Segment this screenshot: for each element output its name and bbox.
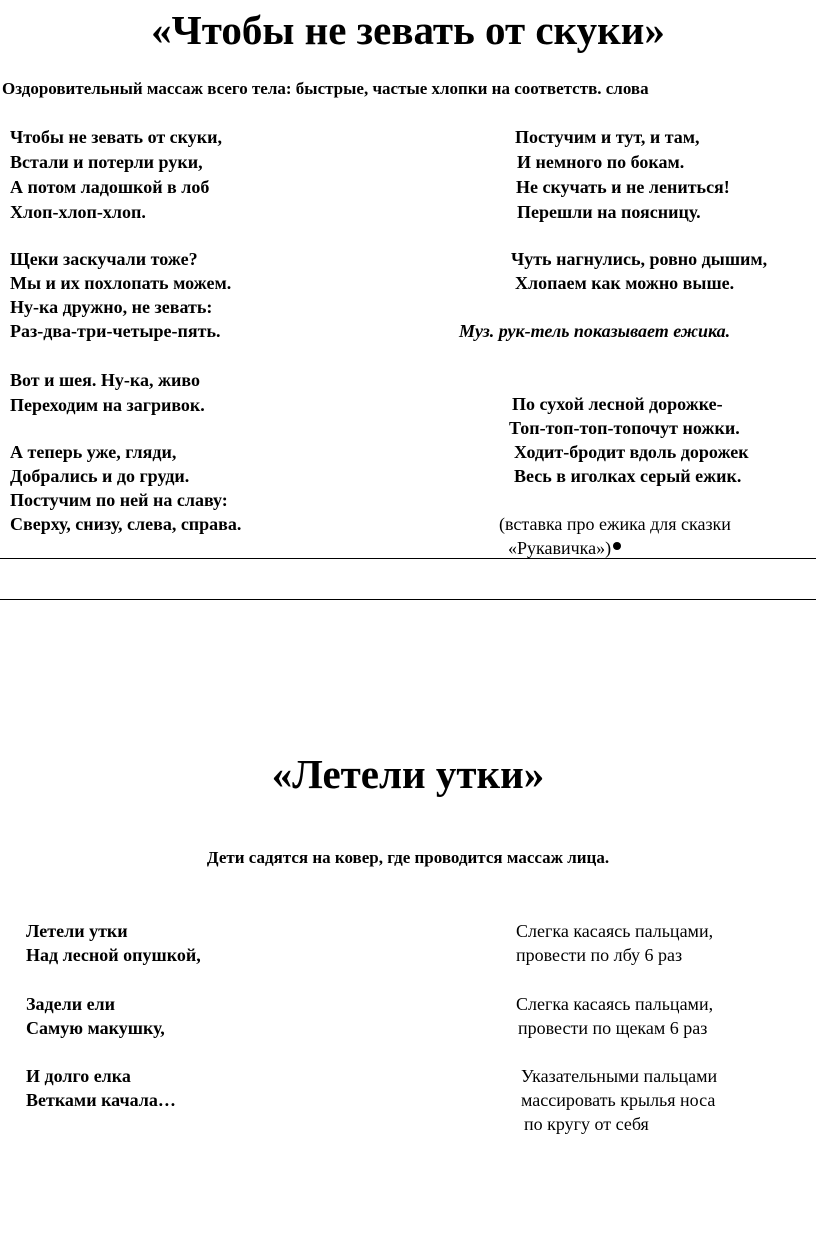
verse-line: Постучим и тут, и там, bbox=[515, 127, 700, 147]
note-text: «Рукавичка») bbox=[508, 538, 612, 558]
instruction-line: по кругу от себя bbox=[524, 1114, 649, 1134]
verse-line: Задели ели bbox=[26, 994, 116, 1014]
verse-line: Раз-два-три-четыре-пять. bbox=[10, 321, 221, 341]
verse-line: Чтобы не зевать от скуки, bbox=[10, 127, 223, 147]
instruction-line: Указательными пальцами bbox=[521, 1066, 718, 1086]
page-title-2: «Летели утки» bbox=[271, 751, 545, 797]
verse-line: Не скучать и не лениться! bbox=[516, 177, 730, 197]
instruction-line: провести по щекам 6 раз bbox=[518, 1018, 708, 1038]
verse-line: Добрались и до груди. bbox=[10, 466, 190, 486]
verse-line: И долго елка bbox=[26, 1066, 131, 1086]
verse-line: Сверху, снизу, слева, справа. bbox=[10, 514, 242, 534]
verse-line: Хлопаем как можно выше. bbox=[515, 273, 735, 293]
verse-line: А потом ладошкой в лоб bbox=[10, 177, 210, 197]
verse-line: Над лесной опушкой, bbox=[26, 945, 201, 965]
note-line bbox=[508, 537, 621, 560]
verse-line: Чуть нагнулись, ровно дышим, bbox=[511, 249, 768, 269]
subtitle-2: Дети садятся на ковер, где проводится массаж лица. bbox=[206, 848, 610, 867]
verse-line: Мы и их похлопать можем. bbox=[10, 273, 232, 293]
verse-line: И немного по бокам. bbox=[517, 152, 685, 172]
verse-line: Встали и потерли руки, bbox=[10, 152, 203, 172]
verse-line: А теперь уже, гляди, bbox=[10, 442, 177, 462]
instruction-line: Слегка касаясь пальцами, bbox=[516, 921, 714, 941]
verse-line: Ветками качала… bbox=[26, 1090, 176, 1110]
verse-line: Переходим на загривок. bbox=[10, 395, 205, 415]
verse-line: Перешли на поясницу. bbox=[517, 202, 701, 222]
bullet-dot-icon bbox=[613, 542, 621, 550]
verse-line: Ну-ка дружно, не зевать: bbox=[10, 297, 213, 317]
subtitle-1: Оздоровительный массаж всего тела: быстрые, частые хлопки на соответств. слова bbox=[2, 79, 649, 98]
verse-line: Вот и шея. Ну-ка, живо bbox=[10, 370, 201, 390]
verse-line: Щеки заскучали тоже? bbox=[10, 249, 198, 269]
divider-line bbox=[0, 599, 816, 600]
verse-line: Самую макушку, bbox=[26, 1018, 165, 1038]
verse-line: Весь в иголках серый ежик. bbox=[514, 466, 742, 486]
verse-line: По сухой лесной дорожке- bbox=[512, 394, 723, 414]
verse-line: Топ-топ-топ-топочут ножки. bbox=[509, 418, 740, 438]
instruction-line: Слегка касаясь пальцами, bbox=[516, 994, 714, 1014]
verse-line: Постучим по ней на славу: bbox=[10, 490, 228, 510]
page-title-1: «Чтобы не зевать от скуки» bbox=[151, 7, 665, 53]
verse-line: Ходит-бродит вдоль дорожек bbox=[514, 442, 749, 462]
note-line: (вставка про ежика для сказки bbox=[499, 514, 731, 534]
instruction-line: провести по лбу 6 раз bbox=[516, 945, 683, 965]
instruction-line: массировать крылья носа bbox=[521, 1090, 716, 1110]
divider-line bbox=[0, 558, 816, 559]
verse-line: Летели утки bbox=[26, 921, 128, 941]
verse-line: Хлоп-хлоп-хлоп. bbox=[10, 202, 146, 222]
instruction-note: Муз. рук-тель показывает ежика. bbox=[459, 321, 731, 341]
